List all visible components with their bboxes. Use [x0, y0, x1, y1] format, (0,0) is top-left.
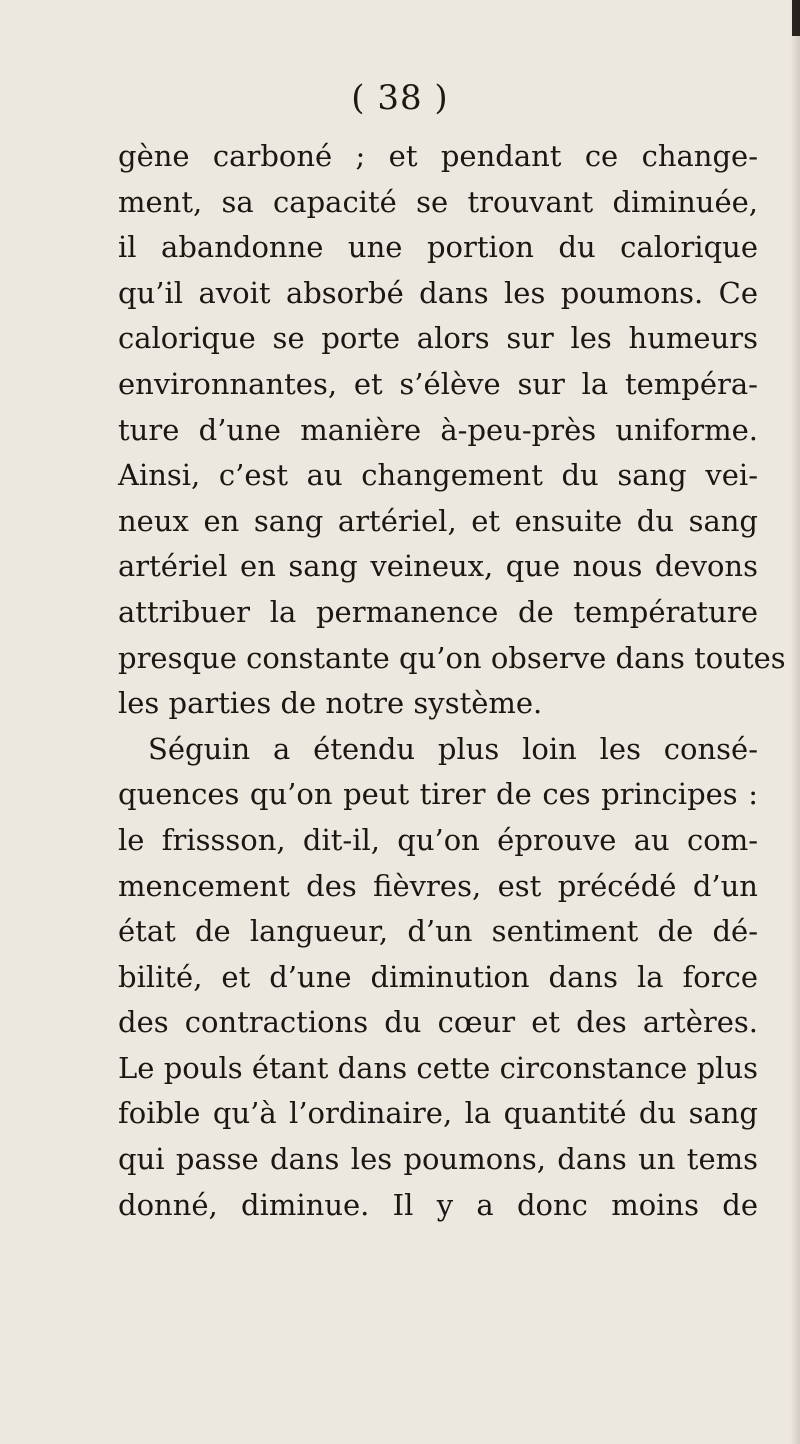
text-line: quences qu’on peut tirer de ces principes : [118, 777, 758, 812]
text-line: calorique se porte alors sur les humeurs [118, 321, 758, 356]
text-line: Ainsi, c’est au changement du sang vei- [118, 458, 758, 493]
text-line: donné, diminue. Il y a donc moins de [118, 1187, 758, 1222]
text-line: presque constante qu’on observe dans toutes [118, 640, 786, 675]
text-line: neux en sang artériel, et ensuite du sang [118, 503, 758, 538]
text-line: le frissson, dit-il, qu’on éprouve au com- [118, 822, 758, 857]
paragraph-start-line: Séguin a étendu plus loin les consé- [148, 731, 758, 766]
text-line: mencement des fièvres, est précédé d’un [118, 868, 758, 903]
body-text [118, 134, 786, 1228]
page-number: ( 38 ) [351, 78, 449, 118]
text-line: bilité, et d’une diminution dans la force [118, 959, 758, 994]
text-line: Le pouls étant dans cette circonstance plus [118, 1050, 758, 1085]
text-line: artériel en sang veineux, que nous devons [118, 549, 758, 584]
text-line: qui passe dans les poumons, dans un tems [118, 1142, 758, 1177]
text-line: environnantes, et s’élève sur la tempéra- [118, 366, 758, 401]
text-line: attribuer la permanence de température [118, 594, 758, 629]
text-line: état de langueur, d’un sentiment de dé- [118, 914, 758, 949]
text-line: des contractions du cœur et des artères. [118, 1005, 758, 1040]
text-line: ment, sa capacité se trouvant diminuée, [118, 184, 758, 219]
text-line: ture d’une manière à-peu-près uniforme. [118, 412, 758, 447]
text-line: foible qu’à l’ordinaire, la quantité du sang [118, 1096, 758, 1131]
text-line: qu’il avoit absorbé dans les poumons. Ce [118, 275, 758, 310]
text-line: gène carboné ; et pendant ce change- [118, 139, 758, 173]
paragraph-end-line: les parties de notre système. [118, 686, 543, 721]
page-edge-shadow [790, 0, 800, 1444]
text-line: il abandonne une portion du calorique [118, 230, 758, 265]
